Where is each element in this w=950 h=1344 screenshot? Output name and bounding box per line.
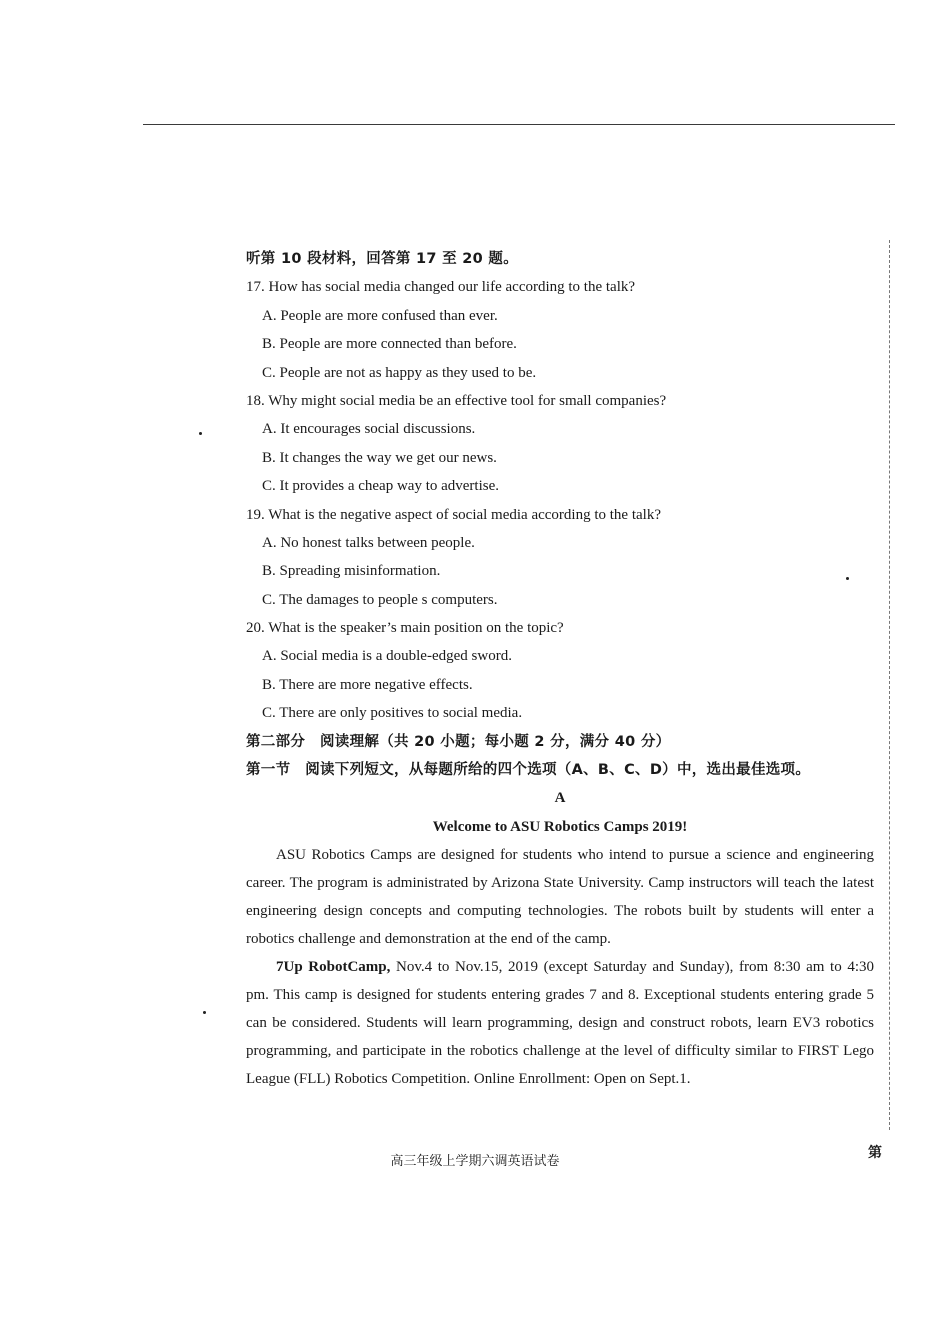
question-17 [246,273,874,387]
option: C. People are not as happy as they used to be. [262,364,537,381]
option: B. It changes the way we get our news. [262,449,497,466]
question-stem: 17. How has social media changed our life according to the talk? [246,279,636,296]
question-18 [246,387,874,501]
question-stem: 20. What is the speaker’s main position on the topic? [246,620,564,637]
passage-paragraph-1: ASU Robotics Camps are designed for students who intend to pursue a science and engineering career. The program is administrated by Arizona State University. Camp instructors will teach the latest engineering design concepts and computing technologies. The robots built by students will enter a robotics challenge and demonstration at the end of the camp. [246,847,874,948]
binding-edge-line [889,240,890,1130]
part2-heading: 第二部分 阅读理解（共 20 小题；每小题 2 分，满分 40 分） [246,733,671,750]
option: A. Social media is a double-edged sword. [262,648,512,665]
option: A. No honest talks between people. [262,534,475,551]
listening-section-intro: 听第 10 段材料，回答第 17 至 20 题。 [246,251,519,267]
scan-speck [199,432,202,435]
option: B. There are more negative effects. [262,676,473,693]
question-stem: 19. What is the negative aspect of social media according to the talk? [246,506,661,523]
top-rule [143,124,895,125]
question-20 [246,614,874,728]
page-mark: 第 [868,1145,882,1161]
section1-heading: 第一节 阅读下列短文，从每题所给的四个选项（A、B、C、D）中，选出最佳选项。 [246,762,811,779]
option: A. People are more confused than ever. [262,307,498,324]
question-19 [246,501,874,615]
option: B. Spreading misinformation. [262,563,441,580]
passage-letter: A [554,790,566,807]
scan-speck [846,577,849,580]
option: C. It provides a cheap way to advertise. [262,478,500,495]
passage-body [246,841,874,1093]
footer-exam-title: 高三年级上学期六调英语试卷 [390,1154,560,1169]
passage-paragraph-2 [246,953,874,1093]
question-stem: 18. Why might social media be an effective tool for small companies? [246,392,667,409]
option: C. The damages to people s computers. [262,591,498,608]
exam-content [246,245,874,1093]
option: A. It encourages social discussions. [262,421,476,438]
passage-title: Welcome to ASU Robotics Camps 2019! [432,818,688,835]
camp-details: Nov.4 to Nov.15, 2019 (except Saturday and Sunday), from 8:30 am to 4:30 pm. This camp is designed for students entering grades 7 and 8. Exceptional students entering grade 5 can be considered. Students will learn programming, design and construct robots, learn EV3 robotics programming, and participate in the robotics challenge at the level of difficulty similar to FIRST Lego League (FLL) Robotics Competition. Online Enrollment: Open on Sept.1. [246,959,874,1088]
scan-speck [203,1011,206,1014]
option: C. There are only positives to social media. [262,705,523,722]
camp-name: 7Up RobotCamp, [276,959,391,976]
option: B. People are more connected than before. [262,336,517,353]
